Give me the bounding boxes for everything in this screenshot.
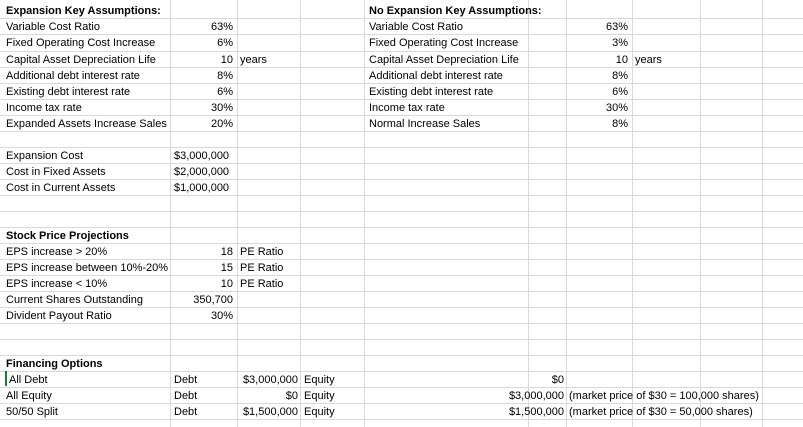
- financing-type[interactable]: Debt: [174, 406, 198, 418]
- expansion-unit[interactable]: years: [240, 54, 267, 66]
- expansion-value[interactable]: 8%: [217, 70, 233, 82]
- cost-value[interactable]: $3,000,000: [174, 150, 230, 162]
- cell-cursor: [5, 371, 7, 386]
- no-expansion-label[interactable]: Capital Asset Depreciation Life: [369, 54, 519, 66]
- no-expansion-label[interactable]: Fixed Operating Cost Increase: [369, 37, 519, 49]
- stock-value[interactable]: 30%: [210, 310, 233, 322]
- cost-label[interactable]: Expansion Cost: [6, 150, 84, 162]
- cost-label[interactable]: Cost in Fixed Assets: [6, 166, 106, 178]
- row-divider: [0, 179, 803, 180]
- row-divider: [0, 163, 803, 164]
- row-divider: [0, 147, 803, 148]
- expansion-label[interactable]: Fixed Operating Cost Increase: [6, 37, 156, 49]
- financing-debt-amount[interactable]: $1,500,000: [242, 406, 298, 418]
- no-expansion-value[interactable]: 10: [615, 54, 628, 66]
- expansion-label[interactable]: Additional debt interest rate: [6, 70, 140, 82]
- no-expansion-unit[interactable]: years: [635, 54, 662, 66]
- stock-label[interactable]: Current Shares Outstanding: [6, 294, 143, 306]
- no-expansion-value[interactable]: 6%: [612, 86, 628, 98]
- cost-label[interactable]: Cost in Current Assets: [6, 182, 116, 194]
- no-expansion-value[interactable]: 8%: [612, 70, 628, 82]
- column-divider: [700, 0, 701, 427]
- stock-value[interactable]: 350,700: [193, 294, 233, 306]
- financing-option-label[interactable]: All Debt: [9, 374, 48, 386]
- no-expansion-label[interactable]: Normal Increase Sales: [369, 118, 481, 130]
- row-divider: [0, 355, 803, 356]
- financing-type[interactable]: Debt: [174, 390, 198, 402]
- stock-unit[interactable]: PE Ratio: [240, 278, 284, 290]
- expansion-value[interactable]: 6%: [217, 86, 233, 98]
- expansion-label[interactable]: Capital Asset Depreciation Life: [6, 54, 156, 66]
- stock-label[interactable]: Divident Payout Ratio: [6, 310, 112, 322]
- expansion-label[interactable]: Variable Cost Ratio: [6, 21, 100, 33]
- column-divider: [762, 0, 763, 427]
- column-divider: [300, 0, 301, 427]
- expansion-label[interactable]: Income tax rate: [6, 102, 82, 114]
- column-divider: [632, 0, 633, 427]
- expansion-label[interactable]: Existing debt interest rate: [6, 86, 131, 98]
- financing-type[interactable]: Debt: [174, 374, 198, 386]
- expansion-value[interactable]: 6%: [217, 37, 233, 49]
- expansion-label[interactable]: Expanded Assets Increase Sales: [6, 118, 167, 130]
- financing-equity-label[interactable]: Equity: [304, 390, 335, 402]
- financing-debt-amount[interactable]: $0: [285, 390, 298, 402]
- column-divider: [528, 0, 529, 427]
- stock-label[interactable]: EPS increase > 20%: [6, 246, 108, 258]
- no-expansion-value[interactable]: 8%: [612, 118, 628, 130]
- expansion-value[interactable]: 20%: [210, 118, 233, 130]
- financing-option-label[interactable]: All Equity: [6, 390, 52, 402]
- expansion-header[interactable]: Expansion Key Assumptions:: [6, 5, 161, 17]
- financing-equity-amount[interactable]: $1,500,000: [508, 406, 564, 418]
- financing-option-label[interactable]: 50/50 Split: [6, 406, 58, 418]
- row-divider: [0, 211, 803, 212]
- stock-value[interactable]: 10: [220, 278, 233, 290]
- no-expansion-value[interactable]: 30%: [605, 102, 628, 114]
- no-expansion-header[interactable]: No Expansion Key Assumptions:: [369, 5, 542, 17]
- financing-debt-amount[interactable]: $3,000,000: [242, 374, 298, 386]
- stock-label[interactable]: EPS increase < 10%: [6, 278, 108, 290]
- stock-label[interactable]: EPS increase between 10%-20%: [6, 262, 169, 274]
- no-expansion-label[interactable]: Income tax rate: [369, 102, 445, 114]
- stock-unit[interactable]: PE Ratio: [240, 262, 284, 274]
- column-divider: [364, 0, 365, 427]
- expansion-value[interactable]: 10: [220, 54, 233, 66]
- row-divider: [0, 371, 803, 372]
- financing-equity-label[interactable]: Equity: [304, 374, 335, 386]
- stock-header[interactable]: Stock Price Projections: [6, 230, 129, 242]
- financing-note[interactable]: (market price of $30 = 100,000 shares): [569, 390, 759, 402]
- row-divider: [0, 339, 803, 340]
- column-divider: [237, 0, 238, 427]
- expansion-value[interactable]: 63%: [210, 21, 233, 33]
- financing-equity-amount[interactable]: $3,000,000: [508, 390, 564, 402]
- no-expansion-value[interactable]: 3%: [612, 37, 628, 49]
- no-expansion-label[interactable]: Additional debt interest rate: [369, 70, 503, 82]
- cost-value[interactable]: $2,000,000: [174, 166, 230, 178]
- expansion-value[interactable]: 30%: [210, 102, 233, 114]
- row-divider: [0, 195, 803, 196]
- financing-equity-label[interactable]: Equity: [304, 406, 335, 418]
- stock-value[interactable]: 18: [220, 246, 233, 258]
- stock-unit[interactable]: PE Ratio: [240, 246, 284, 258]
- stock-value[interactable]: 15: [220, 262, 233, 274]
- cost-value[interactable]: $1,000,000: [174, 182, 230, 194]
- no-expansion-label[interactable]: Variable Cost Ratio: [369, 21, 463, 33]
- no-expansion-label[interactable]: Existing debt interest rate: [369, 86, 494, 98]
- row-divider: [0, 323, 803, 324]
- no-expansion-value[interactable]: 63%: [605, 21, 628, 33]
- financing-header[interactable]: Financing Options: [6, 358, 103, 370]
- financing-equity-amount[interactable]: $0: [551, 374, 564, 386]
- financing-note[interactable]: (market price of $30 = 50,000 shares): [569, 406, 753, 418]
